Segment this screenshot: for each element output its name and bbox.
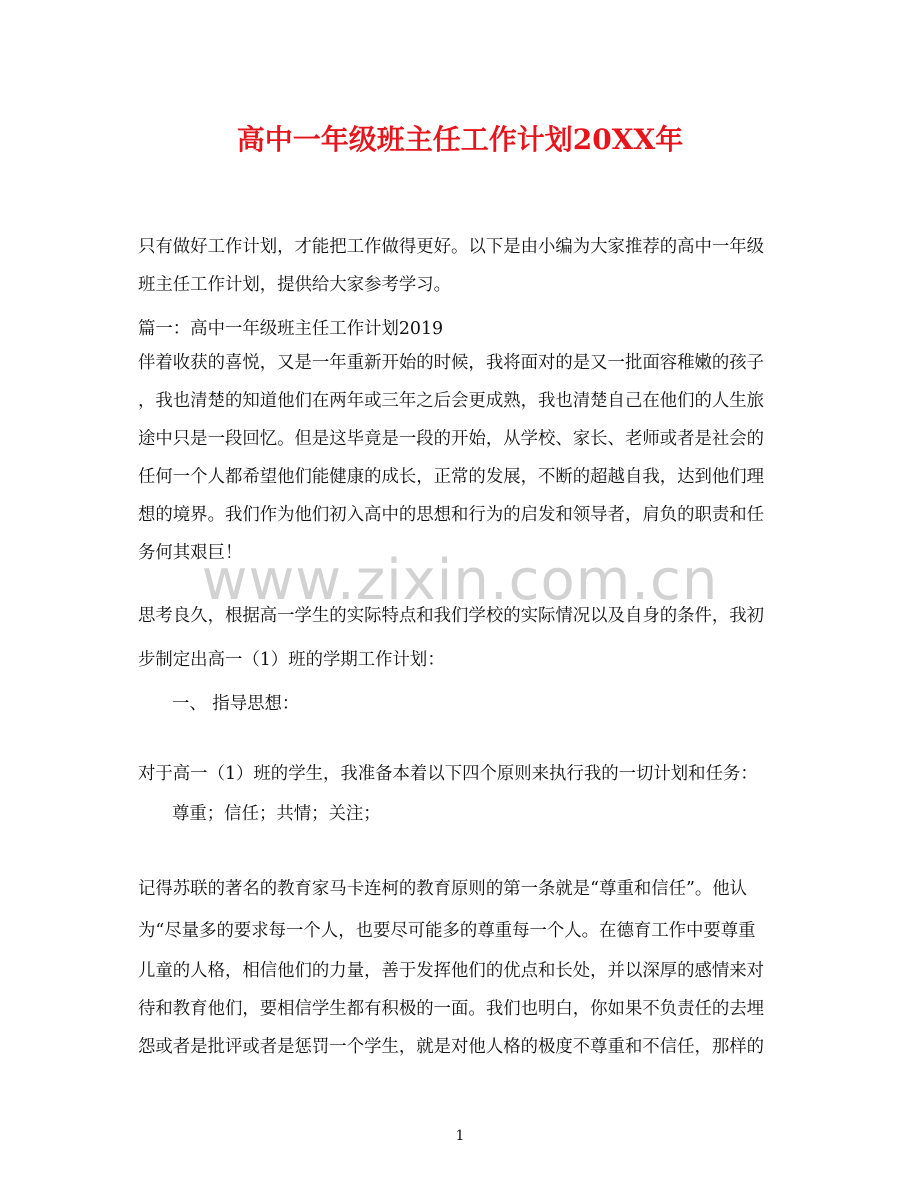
text-line: 尊重；信任；共情；关注； bbox=[172, 804, 381, 824]
document-title: 高中一年级班主任工作计划20XX年 bbox=[236, 123, 684, 156]
text-line: 任何一个人都希望他们能健康的成长，正常的发展，不断的超越自我，达到他们理 bbox=[138, 467, 765, 487]
body-paragraph bbox=[138, 344, 798, 572]
text-line: 待和教育他们，要相信学生都有积极的一面。我们也明白，你如果不负责任的去埋 bbox=[138, 999, 765, 1019]
text-line: 思考良久，根据高一学生的实际特点和我们学校的实际情况以及自身的条件，我初 bbox=[138, 606, 765, 626]
text-line: 对于高一（1）班的学生，我准备本着以下四个原则来执行我的一切计划和任务： bbox=[138, 764, 758, 784]
text-line: 伴着收获的喜悦，又是一年重新开始的时候，我将面对的是又一批面容稚嫩的孩子 bbox=[138, 353, 765, 373]
text-line: 儿童的人格，相信他们的力量，善于发挥他们的优点和长处，并以深厚的感情来对 bbox=[138, 961, 765, 981]
text-line: 步制定出高一（1）班的学期工作计划： bbox=[138, 650, 445, 670]
text-line: 记得苏联的著名的教育家马卡连柯的教育原则的第一条就是“尊重和信任”。他认 bbox=[138, 879, 748, 899]
body-paragraph bbox=[138, 754, 798, 834]
intro-paragraph bbox=[138, 228, 798, 304]
text-line: 只有做好工作计划，才能把工作做得更好。以下是由小编为大家推荐的高中一年级 bbox=[138, 237, 765, 257]
page-number: 1 bbox=[455, 1128, 465, 1144]
body-paragraph bbox=[138, 868, 798, 1066]
section-heading bbox=[138, 310, 798, 348]
text-line: 篇一：高中一年级班主任工作计划2019 bbox=[138, 319, 444, 339]
body-paragraph bbox=[138, 594, 798, 726]
text-line: ，我也清楚的知道他们在两年或三年之后会更成熟，我也清楚自己在他们的人生旅 bbox=[138, 391, 765, 411]
text-line: 为“尽量多的要求每一个人，也要尽可能多的尊重每一个人。在德育工作中要尊重 bbox=[138, 921, 756, 941]
text-line: 想的境界。我们作为他们初入高中的思想和行为的启发和领导者，肩负的职责和任 bbox=[138, 505, 765, 525]
watermark: www.zixin.com.cn bbox=[201, 548, 719, 613]
text-line: 怨或者是批评或者是惩罚一个学生，就是对他人格的极度不尊重和不信任，那样的 bbox=[138, 1037, 765, 1057]
text-line: 一、 指导思想： bbox=[172, 694, 300, 714]
text-line: 途中只是一段回忆。但是这毕竟是一段的开始，从学校、家长、老师或者是社会的 bbox=[138, 429, 765, 449]
text-line: 班主任工作计划，提供给大家参考学习。 bbox=[138, 275, 452, 295]
text-line: 务何其艰巨！ bbox=[138, 543, 243, 563]
